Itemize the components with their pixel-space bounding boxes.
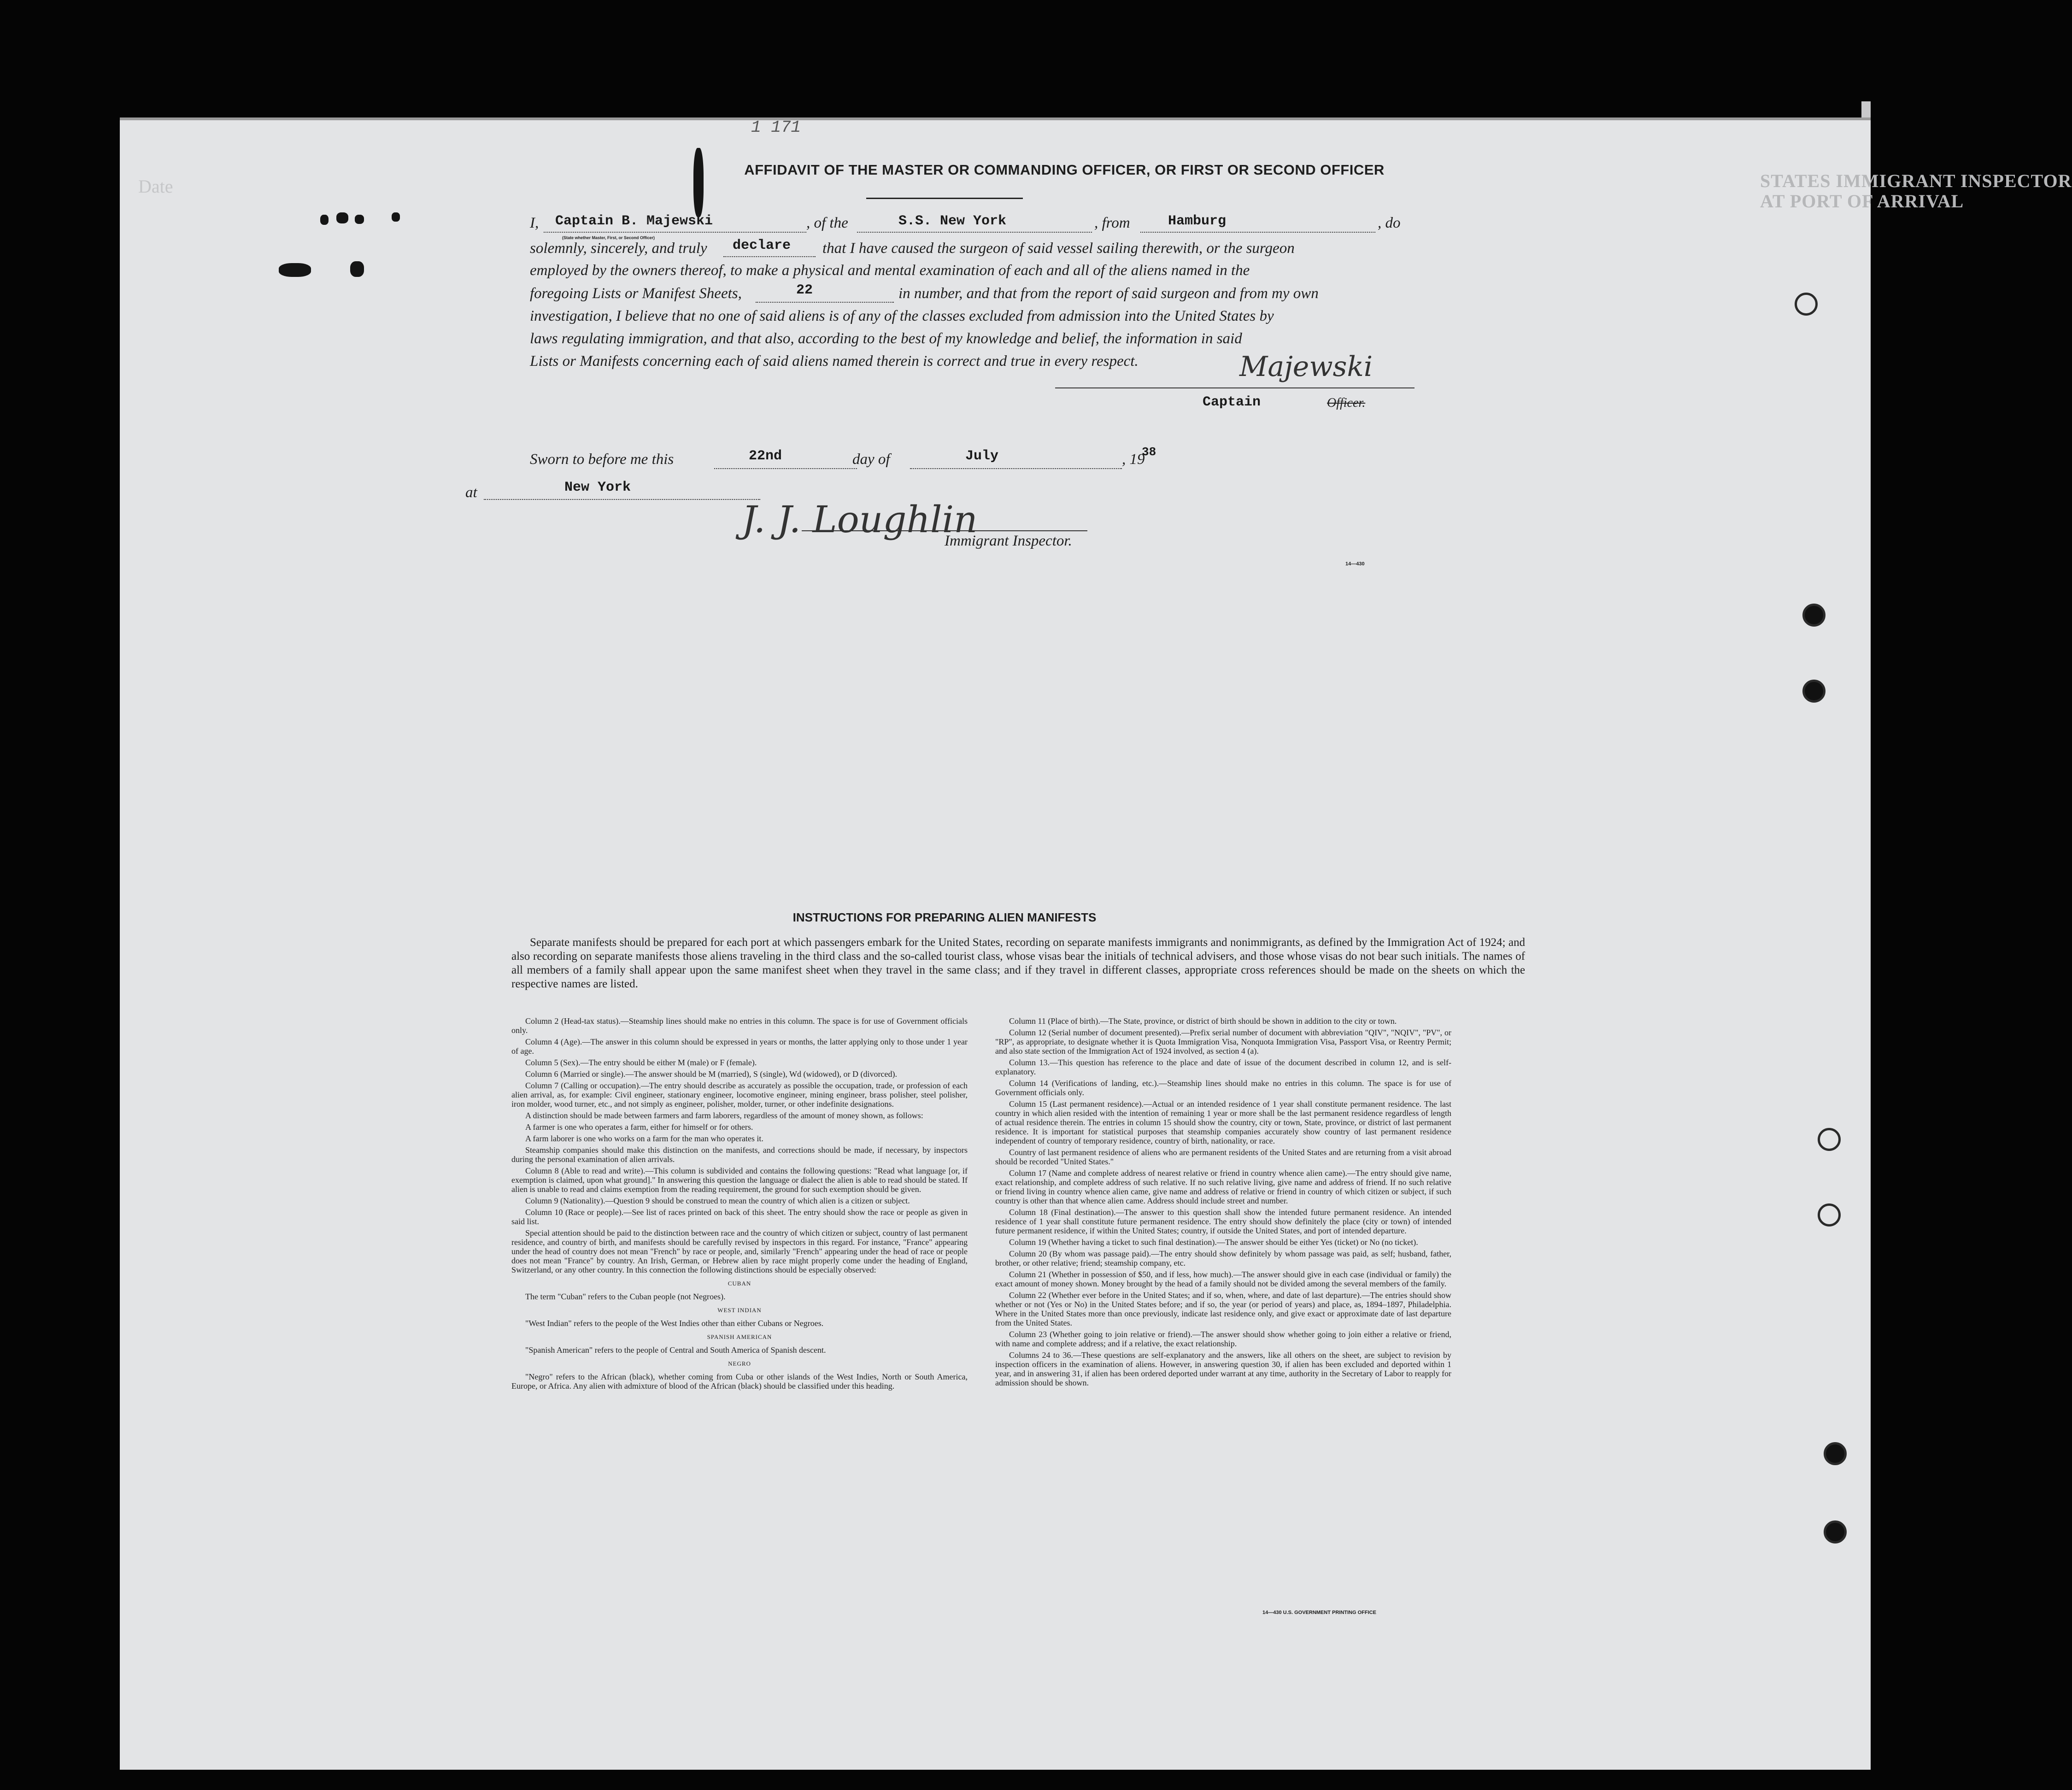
manifest-page [120, 117, 2072, 1770]
punch-hole [1802, 680, 1825, 703]
instructions-left-column [511, 1016, 968, 1393]
at-label: at [465, 484, 477, 501]
declaration-word: declare [733, 238, 791, 253]
punch-hole [1818, 1203, 1841, 1227]
instruction-paragraph: Column 4 (Age).—The answer in this column should be expressed in years or months, the latter applying only to those under 1 year of age. [511, 1037, 968, 1056]
heading-west-indian: WEST INDIAN [717, 1307, 762, 1314]
instruction-paragraph: Column 9 (Nationality).—Question 9 should be construed to mean the country of which alien is a citizen or subject. [525, 1196, 910, 1205]
instruction-paragraph: Column 2 (Head-tax status).—Steamship lines should make no entries in this column. The space is for use of Government officials only. [511, 1016, 968, 1035]
signature-rule [1055, 387, 1415, 388]
vessel-name: S.S. New York [898, 213, 1007, 229]
officer-name: Captain B. Majewski [555, 213, 713, 229]
inspector-title: Immigrant Inspector. [945, 533, 1072, 549]
spanish-american-definition: "Spanish American" refers to the people of Central and South America of Spanish descent. [525, 1345, 826, 1355]
officer-name-line [544, 232, 806, 233]
inspector-signature-rule [802, 530, 1087, 531]
instruction-paragraph: Column 23 (Whether going to join relative or friend).—The answer should show whether going to join either a relative or friend, with name and complete address; and if a relative, the exact relationship. [995, 1330, 1451, 1348]
officer-rank: Captain [1203, 394, 1261, 410]
instruction-paragraph: Column 11 (Place of birth).—The State, province, or district of birth should be shown in addition to the city or town. [1009, 1016, 1397, 1026]
sworn-day: 22nd [749, 448, 782, 464]
port-name: Hamburg [1168, 213, 1227, 229]
officer-name-note: (State whether Master, First, or Second Officer) [562, 235, 655, 240]
affidavit-line-5: investigation, I believe that no one of said aliens is of any of the classes excluded from admission into the United States by [530, 308, 1274, 324]
port-line [1140, 232, 1375, 233]
instructions-right-column [995, 1016, 1451, 1390]
punch-hole [1824, 1520, 1847, 1544]
affidavit-line-2a: solemnly, sincerely, and truly [530, 240, 707, 257]
instruction-paragraph: Column 22 (Whether ever before in the United States; and if so, when, where, and date of last departure).—The entries should show whether or not (Yes or No) in the United States before; and if so, the year (or period of years) and place, as, 1894–1897, Philadelphia. Where in the United States more than once previously, indicate last residence only, and give exact or approximate date of last departure from the United States. [995, 1291, 1451, 1327]
officer-word: Officer. [1327, 396, 1366, 410]
punch-hole [1802, 604, 1825, 627]
instruction-paragraph: Column 5 (Sex).—The entry should be either M (male) or F (female). [525, 1058, 757, 1067]
instruction-paragraph: A distinction should be made between farmers and farm laborers, regardless of the amount of money shown, as follows: [525, 1111, 923, 1120]
affidavit-line-4a: foregoing Lists or Manifest Sheets, [530, 285, 742, 302]
sheet-count: 22 [796, 282, 813, 298]
instruction-paragraph: Column 10 (Race or people).—See list of races printed on back of this sheet. The entry should show the race or people as given in said list. [511, 1208, 968, 1226]
instruction-paragraph: Column 19 (Whether having a ticket to such final destination).—The answer should be either Yes (ticket) or No (no ticket). [1009, 1238, 1418, 1247]
sworn-day-line [714, 468, 857, 469]
sworn-month-line [910, 468, 1122, 469]
bleed-through-text: STATES IMMIGRANT INSPECTOR AT PORT OF ARRIVAL [1760, 170, 2072, 211]
affidavit-line-2b: that I have caused the surgeon of said vessel sailing therewith, or the surgeon [822, 240, 1295, 257]
from-label: , from [1094, 215, 1130, 231]
printing-office-footer: 14—430 U.S. GOVERNMENT PRINTING OFFICE [1262, 1610, 1376, 1615]
instruction-paragraph: Column 6 (Married or single).—The answer should be M (married), S (single), Wd (widowed), or D (divorced). [525, 1069, 897, 1079]
cuban-definition: The term "Cuban" refers to the Cuban people (not Negroes). [525, 1292, 726, 1301]
instruction-paragraph: Steamship companies should make this distinction on the manifests, and corrections should be made, if necessary, by inspectors during the personal examination of alien arrivals. [511, 1145, 968, 1164]
heading-negro: NEGRO [728, 1360, 751, 1367]
affidavit-i: I, [530, 215, 539, 231]
instruction-paragraph: A farmer is one who operates a farm, either for himself or for others. [525, 1122, 753, 1132]
affidavit-line-7: Lists or Manifests concerning each of said aliens named therein is correct and true in every respect. [530, 353, 1139, 370]
heading-spanish-american: SPANISH AMERICAN [707, 1333, 772, 1340]
year-suffix: 38 [1142, 445, 1156, 459]
ink-mark [279, 263, 311, 277]
instruction-paragraph: Special attention should be paid to the distinction between race and the country of which citizen or subject, country of last permanent residence, and country of birth, and manifests should be carefully revised by inspectors in this regard. For instance, "France" appearing under the head of country does not mean "French" by race or people, and, similarly "French" appearing under the head of race or people does not mean "France" by country. An Irish, German, or Hebrew alien by race might properly come under the heading of England, Switzerland, or any other country. In this connection the following distinctions should be especially observed: [511, 1228, 968, 1274]
declaration-line [723, 256, 816, 257]
inspector-signature: J. J. Loughlin [742, 498, 978, 541]
year-prefix: , 19 [1122, 451, 1145, 468]
instruction-paragraph: Column 17 (Name and complete address of nearest relative or friend in country whence alien came).—The entry should give name, exact relationship, and complete address of such relative. If no such relative living, give name and address of friend. If no such relative or friend living in country whence alien came, give name and address of relative or friend in country of which citizen or subject, if such country is other than that whence alien came. Address should include street and number. [995, 1168, 1451, 1205]
instruction-paragraph: Column 12 (Serial number of document presented).—Prefix serial number of document with abbreviation "QIV", "NQIV", "PV", or "RP", as appropriate, to designate whether it is Quota Immigration Visa, Nonquota Immigration Visa, Passport Visa, or Reentry Permit; and also state section of the Immigration Act of 1924 involved, as section 4 (a). [995, 1028, 1451, 1056]
instruction-paragraph: Column 15 (Last permanent residence).—Actual or an intended residence of 1 year shall constitute permanent residence. The last country in which alien resided with the intention of remaining 1 year or more shall be the last permanent residence regardless of length of actual residence therein. The entries in column 15 should show the country, city or town, State, province, or district of last permanent residence. It is important for statistical purposes that steamship companies accurately show country of last permanent residence independent of country of temporary residence, country of birth, nationality, or race. [995, 1099, 1451, 1145]
ink-mark [320, 215, 329, 225]
heading-cuban: CUBAN [728, 1280, 751, 1287]
instruction-paragraph: Column 21 (Whether in possession of $50, and if less, how much).—The answer should give in each case (individual or family) the exact amount of money shown. Money brought by the head of a family should not be divided among the several members of the family. [995, 1270, 1451, 1288]
place: New York [564, 480, 631, 495]
instruction-paragraph: Columns 24 to 36.—These questions are self-explanatory and the answers, like all others on the sheet, are subject to revision by inspection officers in the examination of aliens. However, in answering question 30, if alien has been excluded and deported within 1 year, and in answering 31, if alien has been ordered deported under warrant at any time, authority in the Secretary of Labor to reapply for admission should be shown. [995, 1350, 1451, 1387]
instruction-paragraph: Column 13.—This question has reference to the place and date of issue of the document described in column 12, and is self-explanatory. [995, 1058, 1451, 1076]
affidavit-line-3: employed by the owners thereof, to make a physical and mental examination of each and all of the aliens named in the [530, 262, 1250, 279]
instructions-title: INSTRUCTIONS FOR PREPARING ALIEN MANIFESTS [792, 910, 1097, 924]
affidavit-line-4b: in number, and that from the report of said surgeon and from my own [898, 285, 1319, 302]
punch-hole [1824, 1442, 1847, 1465]
instruction-paragraph: Column 18 (Final destination).—The answer to this question shall show the intended future permanent residence. An intended residence of 1 year shall constitute future permanent residence. The entry should show definitely the place (city or town) of intended future permanent residence, if within the United States; country, if outside the United States, and port of intended departure. [995, 1208, 1451, 1235]
handwritten-number: 1 171 [751, 118, 801, 137]
bleed-through-left: Date [138, 176, 173, 197]
ink-mark [693, 148, 704, 217]
instruction-paragraph: Column 20 (By whom was passage paid).—The entry should show definitely by whom passage was paid, as self; husband, father, brother, or other relative; friend; steamship company, etc. [995, 1249, 1451, 1268]
instruction-paragraph: Column 8 (Able to read and write).—This column is subdivided and contains the following questions: "Read what language [or, if exemption is claimed, upon what ground]." In answering this question the language or dialect the alien is able to read should be stated. If alien is unable to read and claims exemption from the reading requirement, the ground for such exemption should be given. [511, 1166, 968, 1194]
affidavit-title: AFFIDAVIT OF THE MASTER OR COMMANDING OFFICER, OR FIRST OR SECOND OFFICER [744, 162, 1385, 178]
officer-signature: Majewski [1239, 351, 1373, 383]
ink-mark [392, 212, 400, 222]
ink-mark [355, 215, 364, 224]
punch-hole [1818, 1128, 1841, 1151]
vessel-line [857, 232, 1092, 233]
do-label: , do [1378, 215, 1401, 231]
negro-definition: "Negro" refers to the African (black), whether coming from Cuba or other islands of the West Indies, North or South America, Europe, or Africa. Any alien with admixture of blood of the African (black) should be classified under this heading. [511, 1372, 968, 1391]
of-the-label: , of the [806, 215, 848, 231]
instructions-intro: Separate manifests should be prepared for each port at which passengers embark for the United States, recording on separate manifests immigrants and nonimmigrants, as defined by the Immigration Act of 1924; and also recording on separate manifests those aliens traveling in the third class and the so-called tourist class, whose visas bear the initials of technical advisers, and those whose visas do not bear such initials. The names of all members of a family shall appear upon the same manifest sheet when they travel in the same class; and if they travel in different classes, appropriate cross references should be made on the sheets on which the respective names are listed. [511, 936, 1525, 990]
punch-hole [1795, 293, 1818, 316]
instruction-paragraph: Country of last permanent residence of aliens who are permanent residents of the United States and are returning from a visit abroad should be recorded "United States." [995, 1148, 1451, 1166]
sheet-count-line [756, 302, 894, 303]
sworn-label: Sworn to before me this [530, 451, 674, 468]
ink-mark [350, 261, 364, 277]
title-rule [866, 198, 1023, 199]
ink-mark [336, 212, 348, 223]
west-indian-definition: "West Indian" refers to the people of the West Indies other than either Cubans or Negroes. [525, 1319, 824, 1328]
sworn-month: July [965, 448, 999, 464]
form-number: 14—430 [1345, 561, 1365, 567]
day-of-label: day of [852, 451, 890, 468]
instruction-paragraph: A farm laborer is one who works on a farm for the man who operates it. [525, 1134, 763, 1143]
instruction-paragraph: Column 14 (Verifications of landing, etc.).—Steamship lines should make no entries in this column. The space is for use of Government officials only. [995, 1079, 1451, 1097]
affidavit-line-6: laws regulating immigration, and that also, according to the best of my knowledge and belief, the information in said [530, 330, 1242, 347]
place-line [484, 499, 760, 500]
instruction-paragraph: Column 7 (Calling or occupation).—The entry should describe as accurately as possible the occupation, trade, or profession of each alien arrival, as, for example: Civil engineer, stationary engineer, locomotive engineer, mining engineer, brass polisher, steel polisher, iron molder, wood turner, etc., and not simply as engineer, polisher, molder, turner, or other indefinite designations. [511, 1081, 968, 1109]
